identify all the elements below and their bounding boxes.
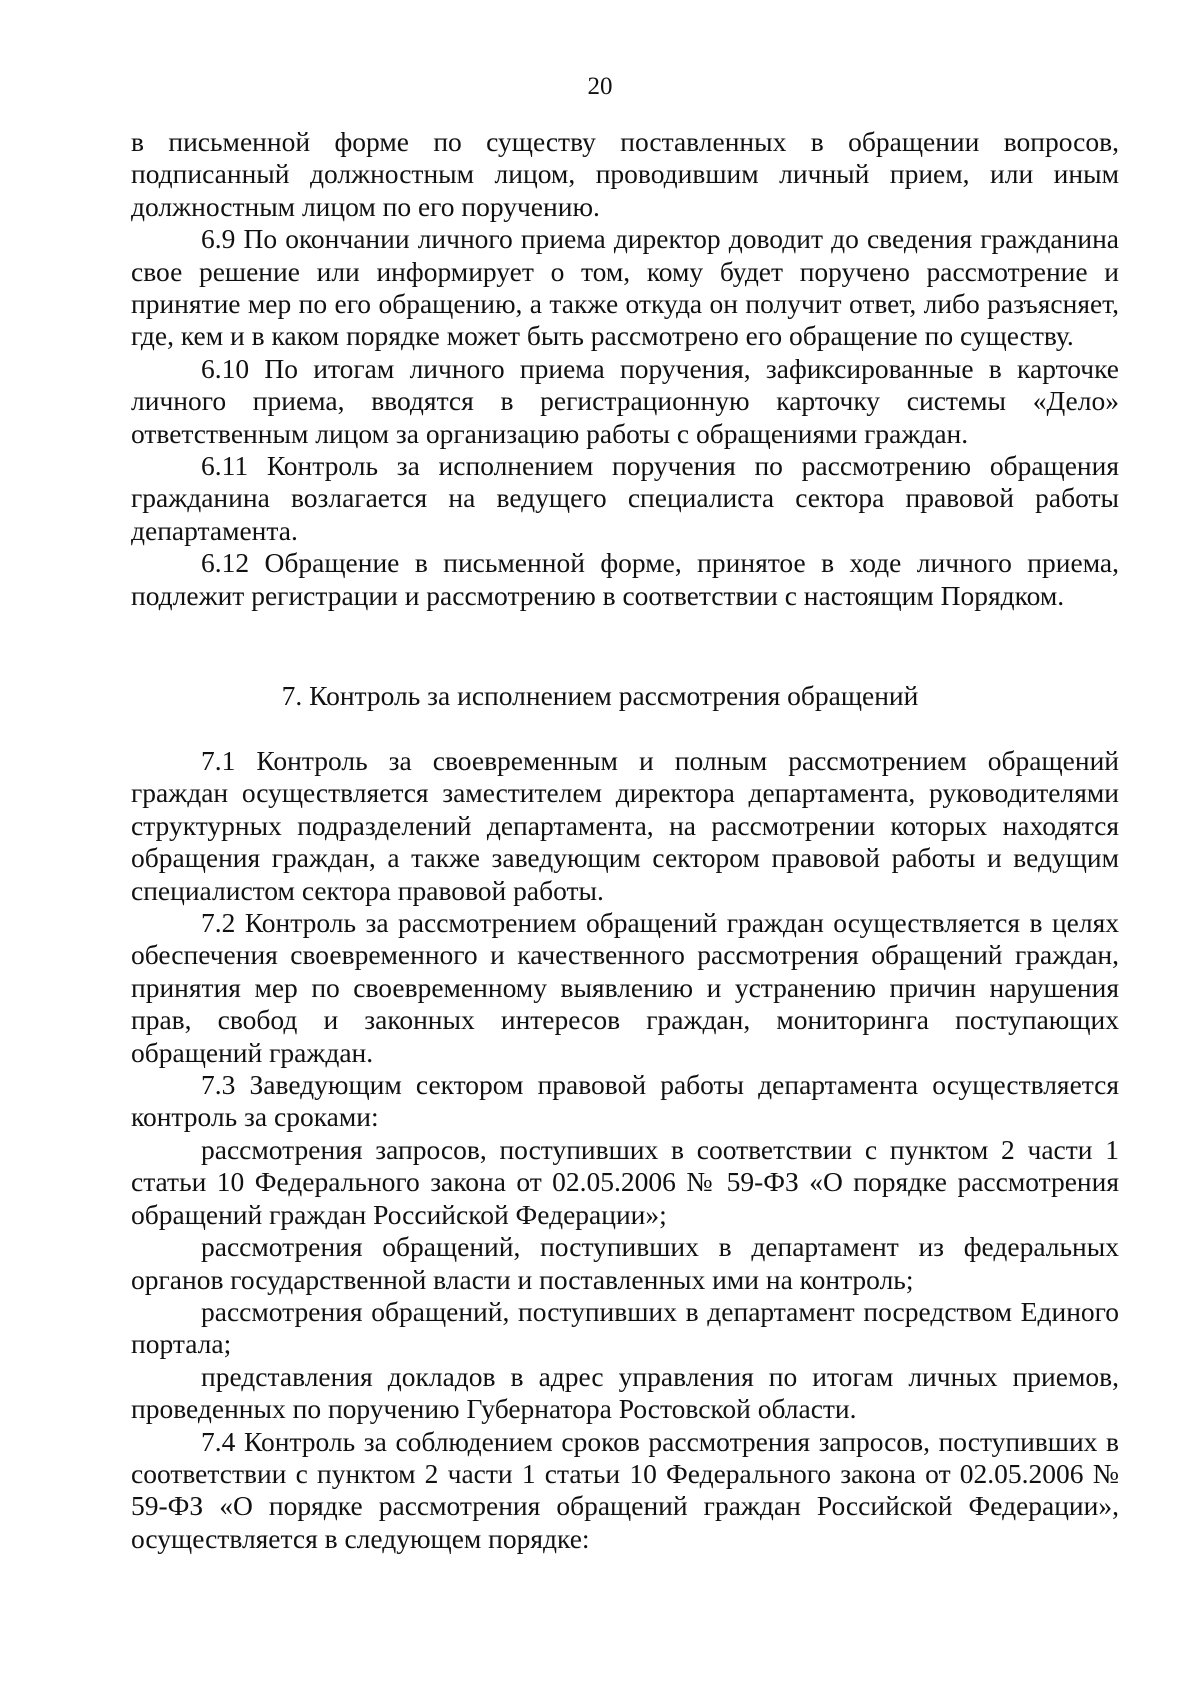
paragraph-7-3: 7.3 Заведующим сектором правовой работы департамента осуществляется контроль за сроками: xyxy=(131,1069,1119,1133)
paragraph-6-9: 6.9 По окончании личного приема директор доводит до сведения гражданина свое решение или информирует о том, кому будет поручено рассмотрение и принятие мер по его обращению, а также откуда он получит ответ, либо разъясняет, где, кем и в каком порядке может быть рассмотрено его обращение по существу. xyxy=(131,223,1119,352)
paragraph-7-2: 7.2 Контроль за рассмотрением обращений граждан осуществляется в целях обеспечения своевременного и качественного рассмотрения обращений граждан, принятия мер по своевременному выявлению и устранению причин нарушения прав, свобод и законных интересов граждан, мониторинга поступающих обращений граждан. xyxy=(131,907,1119,1068)
list-item-unified-portal: рассмотрения обращений, поступивших в департамент посредством Единого портала; xyxy=(131,1295,1119,1360)
list-item-federal-bodies: рассмотрения обращений, поступивших в департамент из федеральных органов государственной власти и поставленных ими на контроль; xyxy=(131,1231,1119,1295)
page-number: 20 xyxy=(587,73,613,100)
paragraph-6-12: 6.12 Обращение в письменной форме, принятое в ходе личного приема, подлежит регистрации и рассмотрению в соответствии с настоящим Порядком. xyxy=(131,547,1119,611)
section-7-body xyxy=(131,745,1119,1555)
list-item-reports: представления докладов в адрес управления по итогам личных приемов, проведенных по поручению Губернатора Ростовской области. xyxy=(131,1360,1119,1425)
section-7-heading: 7. Контроль за исполнением рассмотрения обращений xyxy=(281,680,919,711)
paragraph-6-8-continuation: в письменной форме по существу поставленных в обращении вопросов, подписанный должностным лицом, проводившим личный прием, или иным должностным лицом по его поручению. xyxy=(131,126,1119,222)
paragraph-6-10: 6.10 По итогам личного приема поручения, зафиксированные в карточке личного приема, вводятся в регистрационную карточку системы «Дело» ответственным лицом за организацию работы с обращениями граждан. xyxy=(131,352,1119,449)
paragraph-7-4: 7.4 Контроль за соблюдением сроков рассмотрения запросов, поступивших в соответствии с пунктом 2 части 1 статьи 10 Федерального закона от 02.05.2006 № 59-ФЗ «О порядке рассмотрения обращений граждан Российской Федерации», осуществляется в следующем порядке: xyxy=(131,1425,1119,1554)
section-6-continuation xyxy=(131,126,1119,612)
list-item-requests: рассмотрения запросов, поступивших в соответствии с пунктом 2 части 1 статьи 10 Федерального закона от 02.05.2006 № 59-ФЗ «О порядке рассмотрения обращений граждан Российской Федерации»; xyxy=(131,1133,1119,1230)
paragraph-7-1: 7.1 Контроль за своевременным и полным рассмотрением обращений граждан осуществляется заместителем директора департамента, руководителями структурных подразделений департамента, на рассмотрении которых находятся обращения граждан, а также заведующим сектором правовой работы и ведущим специалистом сектора правовой работы. xyxy=(131,745,1119,906)
paragraph-6-11: 6.11 Контроль за исполнением поручения по рассмотрению обращения гражданина возлагается на ведущего специалиста сектора правовой работы департамента. xyxy=(131,450,1119,546)
